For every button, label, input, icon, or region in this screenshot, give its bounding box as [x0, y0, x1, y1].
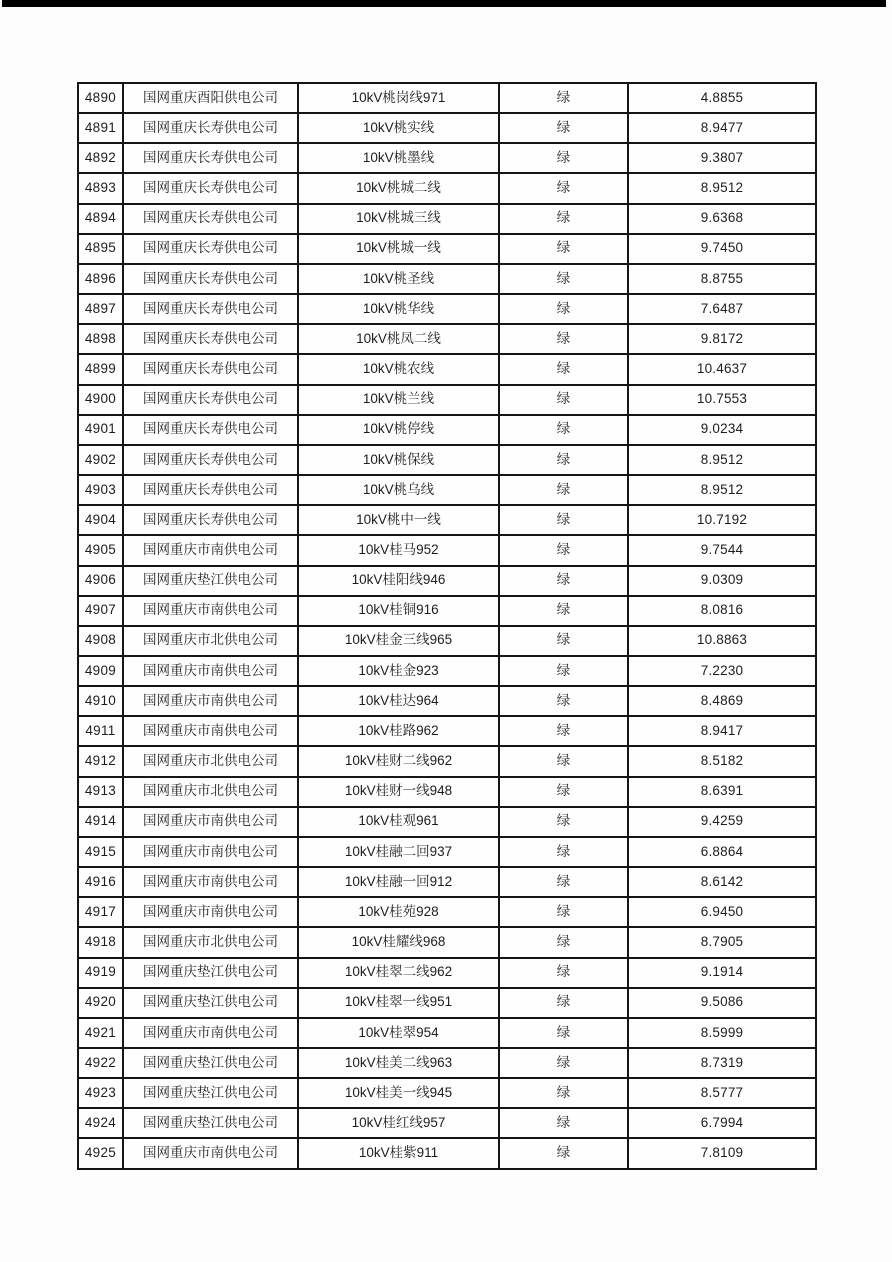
serial-number-cell: 4922	[78, 1048, 123, 1078]
line-name-cell: 10kV桃农线	[298, 354, 499, 384]
line-name-cell: 10kV桃中一线	[298, 505, 499, 535]
status-cell: 绿	[499, 143, 628, 173]
status-cell: 绿	[499, 535, 628, 565]
serial-number-cell: 4916	[78, 867, 123, 897]
value-cell: 7.8109	[628, 1138, 816, 1169]
status-cell: 绿	[499, 837, 628, 867]
line-name-cell: 10kV桂金三线965	[298, 626, 499, 656]
serial-number-cell: 4912	[78, 746, 123, 776]
value-cell: 8.9512	[628, 475, 816, 505]
status-cell: 绿	[499, 264, 628, 294]
status-cell: 绿	[499, 958, 628, 988]
status-cell: 绿	[499, 716, 628, 746]
value-cell: 9.4259	[628, 807, 816, 837]
serial-number-cell: 4891	[78, 113, 123, 143]
serial-number-cell: 4908	[78, 626, 123, 656]
serial-number-cell: 4914	[78, 807, 123, 837]
value-cell: 4.8855	[628, 83, 816, 113]
status-cell: 绿	[499, 204, 628, 234]
table-row	[78, 113, 816, 143]
value-cell: 6.8864	[628, 837, 816, 867]
status-cell: 绿	[499, 294, 628, 324]
status-cell: 绿	[499, 173, 628, 203]
table-row	[78, 1048, 816, 1078]
line-name-cell: 10kV桂苑928	[298, 897, 499, 927]
serial-number-cell: 4899	[78, 354, 123, 384]
line-name-cell: 10kV桃城一线	[298, 234, 499, 264]
status-cell: 绿	[499, 415, 628, 445]
line-name-cell: 10kV桂融一回912	[298, 867, 499, 897]
company-cell: 国网重庆长寿供电公司	[123, 173, 298, 203]
table-row	[78, 777, 816, 807]
company-cell: 国网重庆长寿供电公司	[123, 204, 298, 234]
serial-number-cell: 4890	[78, 83, 123, 113]
table-row	[78, 1078, 816, 1108]
serial-number-cell: 4915	[78, 837, 123, 867]
line-name-cell: 10kV桂金923	[298, 656, 499, 686]
company-cell: 国网重庆市南供电公司	[123, 837, 298, 867]
line-name-cell: 10kV桃墨线	[298, 143, 499, 173]
status-cell: 绿	[499, 1048, 628, 1078]
value-cell: 8.9417	[628, 716, 816, 746]
value-cell: 9.7450	[628, 234, 816, 264]
status-cell: 绿	[499, 83, 628, 113]
company-cell: 国网重庆垫江供电公司	[123, 1048, 298, 1078]
line-name-cell: 10kV桂路962	[298, 716, 499, 746]
table-row	[78, 596, 816, 626]
value-cell: 8.5999	[628, 1018, 816, 1048]
serial-number-cell: 4904	[78, 505, 123, 535]
value-cell: 9.0309	[628, 566, 816, 596]
company-cell: 国网重庆市南供电公司	[123, 897, 298, 927]
value-cell: 9.1914	[628, 958, 816, 988]
company-cell: 国网重庆垫江供电公司	[123, 1108, 298, 1138]
serial-number-cell: 4906	[78, 566, 123, 596]
status-cell: 绿	[499, 234, 628, 264]
status-cell: 绿	[499, 324, 628, 354]
serial-number-cell: 4923	[78, 1078, 123, 1108]
line-name-cell: 10kV桂阳线946	[298, 566, 499, 596]
value-cell: 6.7994	[628, 1108, 816, 1138]
line-name-cell: 10kV桃兰线	[298, 385, 499, 415]
serial-number-cell: 4924	[78, 1108, 123, 1138]
value-cell: 9.5086	[628, 988, 816, 1018]
line-name-cell: 10kV桂翠一线951	[298, 988, 499, 1018]
value-cell: 8.8755	[628, 264, 816, 294]
serial-number-cell: 4913	[78, 777, 123, 807]
status-cell: 绿	[499, 807, 628, 837]
table-row	[78, 234, 816, 264]
status-cell: 绿	[499, 867, 628, 897]
table-row	[78, 173, 816, 203]
company-cell: 国网重庆市南供电公司	[123, 535, 298, 565]
status-cell: 绿	[499, 445, 628, 475]
serial-number-cell: 4903	[78, 475, 123, 505]
status-cell: 绿	[499, 656, 628, 686]
serial-number-cell: 4911	[78, 716, 123, 746]
company-cell: 国网重庆市北供电公司	[123, 927, 298, 957]
status-cell: 绿	[499, 686, 628, 716]
value-cell: 6.9450	[628, 897, 816, 927]
serial-number-cell: 4905	[78, 535, 123, 565]
company-cell: 国网重庆市南供电公司	[123, 596, 298, 626]
company-cell: 国网重庆垫江供电公司	[123, 566, 298, 596]
serial-number-cell: 4907	[78, 596, 123, 626]
serial-number-cell: 4902	[78, 445, 123, 475]
serial-number-cell: 4898	[78, 324, 123, 354]
status-cell: 绿	[499, 1108, 628, 1138]
table-row	[78, 837, 816, 867]
value-cell: 10.8863	[628, 626, 816, 656]
table-row	[78, 415, 816, 445]
table-row	[78, 656, 816, 686]
value-cell: 10.4637	[628, 354, 816, 384]
line-name-cell: 10kV桃凤二线	[298, 324, 499, 354]
table-body	[78, 83, 816, 1169]
company-cell: 国网重庆市南供电公司	[123, 807, 298, 837]
table-row	[78, 294, 816, 324]
table-row	[78, 626, 816, 656]
company-cell: 国网重庆垫江供电公司	[123, 1078, 298, 1108]
company-cell: 国网重庆市南供电公司	[123, 716, 298, 746]
line-name-cell: 10kV桂翠二线962	[298, 958, 499, 988]
status-cell: 绿	[499, 988, 628, 1018]
serial-number-cell: 4892	[78, 143, 123, 173]
line-name-cell: 10kV桂财一线948	[298, 777, 499, 807]
table-row	[78, 204, 816, 234]
serial-number-cell: 4896	[78, 264, 123, 294]
line-name-cell: 10kV桂观961	[298, 807, 499, 837]
line-name-cell: 10kV桂紫911	[298, 1138, 499, 1169]
line-name-cell: 10kV桂铜916	[298, 596, 499, 626]
value-cell: 9.0234	[628, 415, 816, 445]
power-line-table	[77, 82, 817, 1170]
table-row	[78, 354, 816, 384]
status-cell: 绿	[499, 746, 628, 776]
serial-number-cell: 4920	[78, 988, 123, 1018]
company-cell: 国网重庆酉阳供电公司	[123, 83, 298, 113]
serial-number-cell: 4895	[78, 234, 123, 264]
value-cell: 9.6368	[628, 204, 816, 234]
line-name-cell: 10kV桃城三线	[298, 204, 499, 234]
table-row	[78, 1108, 816, 1138]
serial-number-cell: 4897	[78, 294, 123, 324]
table-row	[78, 445, 816, 475]
value-cell: 9.8172	[628, 324, 816, 354]
status-cell: 绿	[499, 626, 628, 656]
value-cell: 8.5182	[628, 746, 816, 776]
value-cell: 8.9512	[628, 173, 816, 203]
table-row	[78, 988, 816, 1018]
value-cell: 10.7192	[628, 505, 816, 535]
status-cell: 绿	[499, 927, 628, 957]
company-cell: 国网重庆长寿供电公司	[123, 415, 298, 445]
line-name-cell: 10kV桂翠954	[298, 1018, 499, 1048]
table-row	[78, 475, 816, 505]
value-cell: 8.7319	[628, 1048, 816, 1078]
company-cell: 国网重庆长寿供电公司	[123, 234, 298, 264]
company-cell: 国网重庆长寿供电公司	[123, 294, 298, 324]
table-row	[78, 746, 816, 776]
value-cell: 8.4869	[628, 686, 816, 716]
company-cell: 国网重庆长寿供电公司	[123, 505, 298, 535]
value-cell: 10.7553	[628, 385, 816, 415]
status-cell: 绿	[499, 354, 628, 384]
company-cell: 国网重庆长寿供电公司	[123, 475, 298, 505]
line-name-cell: 10kV桂耀线968	[298, 927, 499, 957]
value-cell: 7.6487	[628, 294, 816, 324]
line-name-cell: 10kV桂美二线963	[298, 1048, 499, 1078]
value-cell: 7.2230	[628, 656, 816, 686]
serial-number-cell: 4893	[78, 173, 123, 203]
serial-number-cell: 4918	[78, 927, 123, 957]
table-row	[78, 1138, 816, 1169]
line-name-cell: 10kV桂财二线962	[298, 746, 499, 776]
line-name-cell: 10kV桂马952	[298, 535, 499, 565]
serial-number-cell: 4909	[78, 656, 123, 686]
value-cell: 8.6142	[628, 867, 816, 897]
status-cell: 绿	[499, 475, 628, 505]
line-name-cell: 10kV桃保线	[298, 445, 499, 475]
table-row	[78, 867, 816, 897]
company-cell: 国网重庆市南供电公司	[123, 867, 298, 897]
line-name-cell: 10kV桃实线	[298, 113, 499, 143]
status-cell: 绿	[499, 596, 628, 626]
company-cell: 国网重庆市北供电公司	[123, 746, 298, 776]
table-row	[78, 264, 816, 294]
serial-number-cell: 4917	[78, 897, 123, 927]
table-row	[78, 716, 816, 746]
line-name-cell: 10kV桃圣线	[298, 264, 499, 294]
serial-number-cell: 4901	[78, 415, 123, 445]
serial-number-cell: 4925	[78, 1138, 123, 1169]
line-name-cell: 10kV桂达964	[298, 686, 499, 716]
line-name-cell: 10kV桂红线957	[298, 1108, 499, 1138]
status-cell: 绿	[499, 1018, 628, 1048]
status-cell: 绿	[499, 1078, 628, 1108]
company-cell: 国网重庆垫江供电公司	[123, 958, 298, 988]
serial-number-cell: 4910	[78, 686, 123, 716]
status-cell: 绿	[499, 385, 628, 415]
table-row	[78, 143, 816, 173]
serial-number-cell: 4921	[78, 1018, 123, 1048]
value-cell: 8.9512	[628, 445, 816, 475]
value-cell: 9.3807	[628, 143, 816, 173]
company-cell: 国网重庆市北供电公司	[123, 777, 298, 807]
company-cell: 国网重庆市南供电公司	[123, 1138, 298, 1169]
table-row	[78, 505, 816, 535]
company-cell: 国网重庆长寿供电公司	[123, 143, 298, 173]
status-cell: 绿	[499, 505, 628, 535]
serial-number-cell: 4894	[78, 204, 123, 234]
company-cell: 国网重庆市北供电公司	[123, 626, 298, 656]
table-row	[78, 958, 816, 988]
table-row	[78, 385, 816, 415]
value-cell: 8.9477	[628, 113, 816, 143]
value-cell: 8.7905	[628, 927, 816, 957]
line-name-cell: 10kV桃停线	[298, 415, 499, 445]
company-cell: 国网重庆市南供电公司	[123, 686, 298, 716]
table-row	[78, 927, 816, 957]
value-cell: 9.7544	[628, 535, 816, 565]
table-row	[78, 686, 816, 716]
line-name-cell: 10kV桃城二线	[298, 173, 499, 203]
table-row	[78, 897, 816, 927]
serial-number-cell: 4900	[78, 385, 123, 415]
status-cell: 绿	[499, 897, 628, 927]
company-cell: 国网重庆市南供电公司	[123, 656, 298, 686]
line-name-cell: 10kV桃岗线971	[298, 83, 499, 113]
table-row	[78, 535, 816, 565]
value-cell: 8.5777	[628, 1078, 816, 1108]
company-cell: 国网重庆长寿供电公司	[123, 445, 298, 475]
company-cell: 国网重庆长寿供电公司	[123, 385, 298, 415]
line-name-cell: 10kV桃华线	[298, 294, 499, 324]
status-cell: 绿	[499, 566, 628, 596]
line-name-cell: 10kV桂美一线945	[298, 1078, 499, 1108]
line-name-cell: 10kV桃乌线	[298, 475, 499, 505]
serial-number-cell: 4919	[78, 958, 123, 988]
status-cell: 绿	[499, 777, 628, 807]
value-cell: 8.6391	[628, 777, 816, 807]
table-row	[78, 83, 816, 113]
value-cell: 8.0816	[628, 596, 816, 626]
table-row	[78, 324, 816, 354]
table-row	[78, 807, 816, 837]
company-cell: 国网重庆垫江供电公司	[123, 988, 298, 1018]
status-cell: 绿	[499, 1138, 628, 1169]
company-cell: 国网重庆长寿供电公司	[123, 113, 298, 143]
company-cell: 国网重庆长寿供电公司	[123, 264, 298, 294]
company-cell: 国网重庆长寿供电公司	[123, 324, 298, 354]
company-cell: 国网重庆长寿供电公司	[123, 354, 298, 384]
table-row	[78, 1018, 816, 1048]
company-cell: 国网重庆市南供电公司	[123, 1018, 298, 1048]
line-name-cell: 10kV桂融二回937	[298, 837, 499, 867]
status-cell: 绿	[499, 113, 628, 143]
top-black-bar	[2, 0, 886, 7]
table-row	[78, 566, 816, 596]
